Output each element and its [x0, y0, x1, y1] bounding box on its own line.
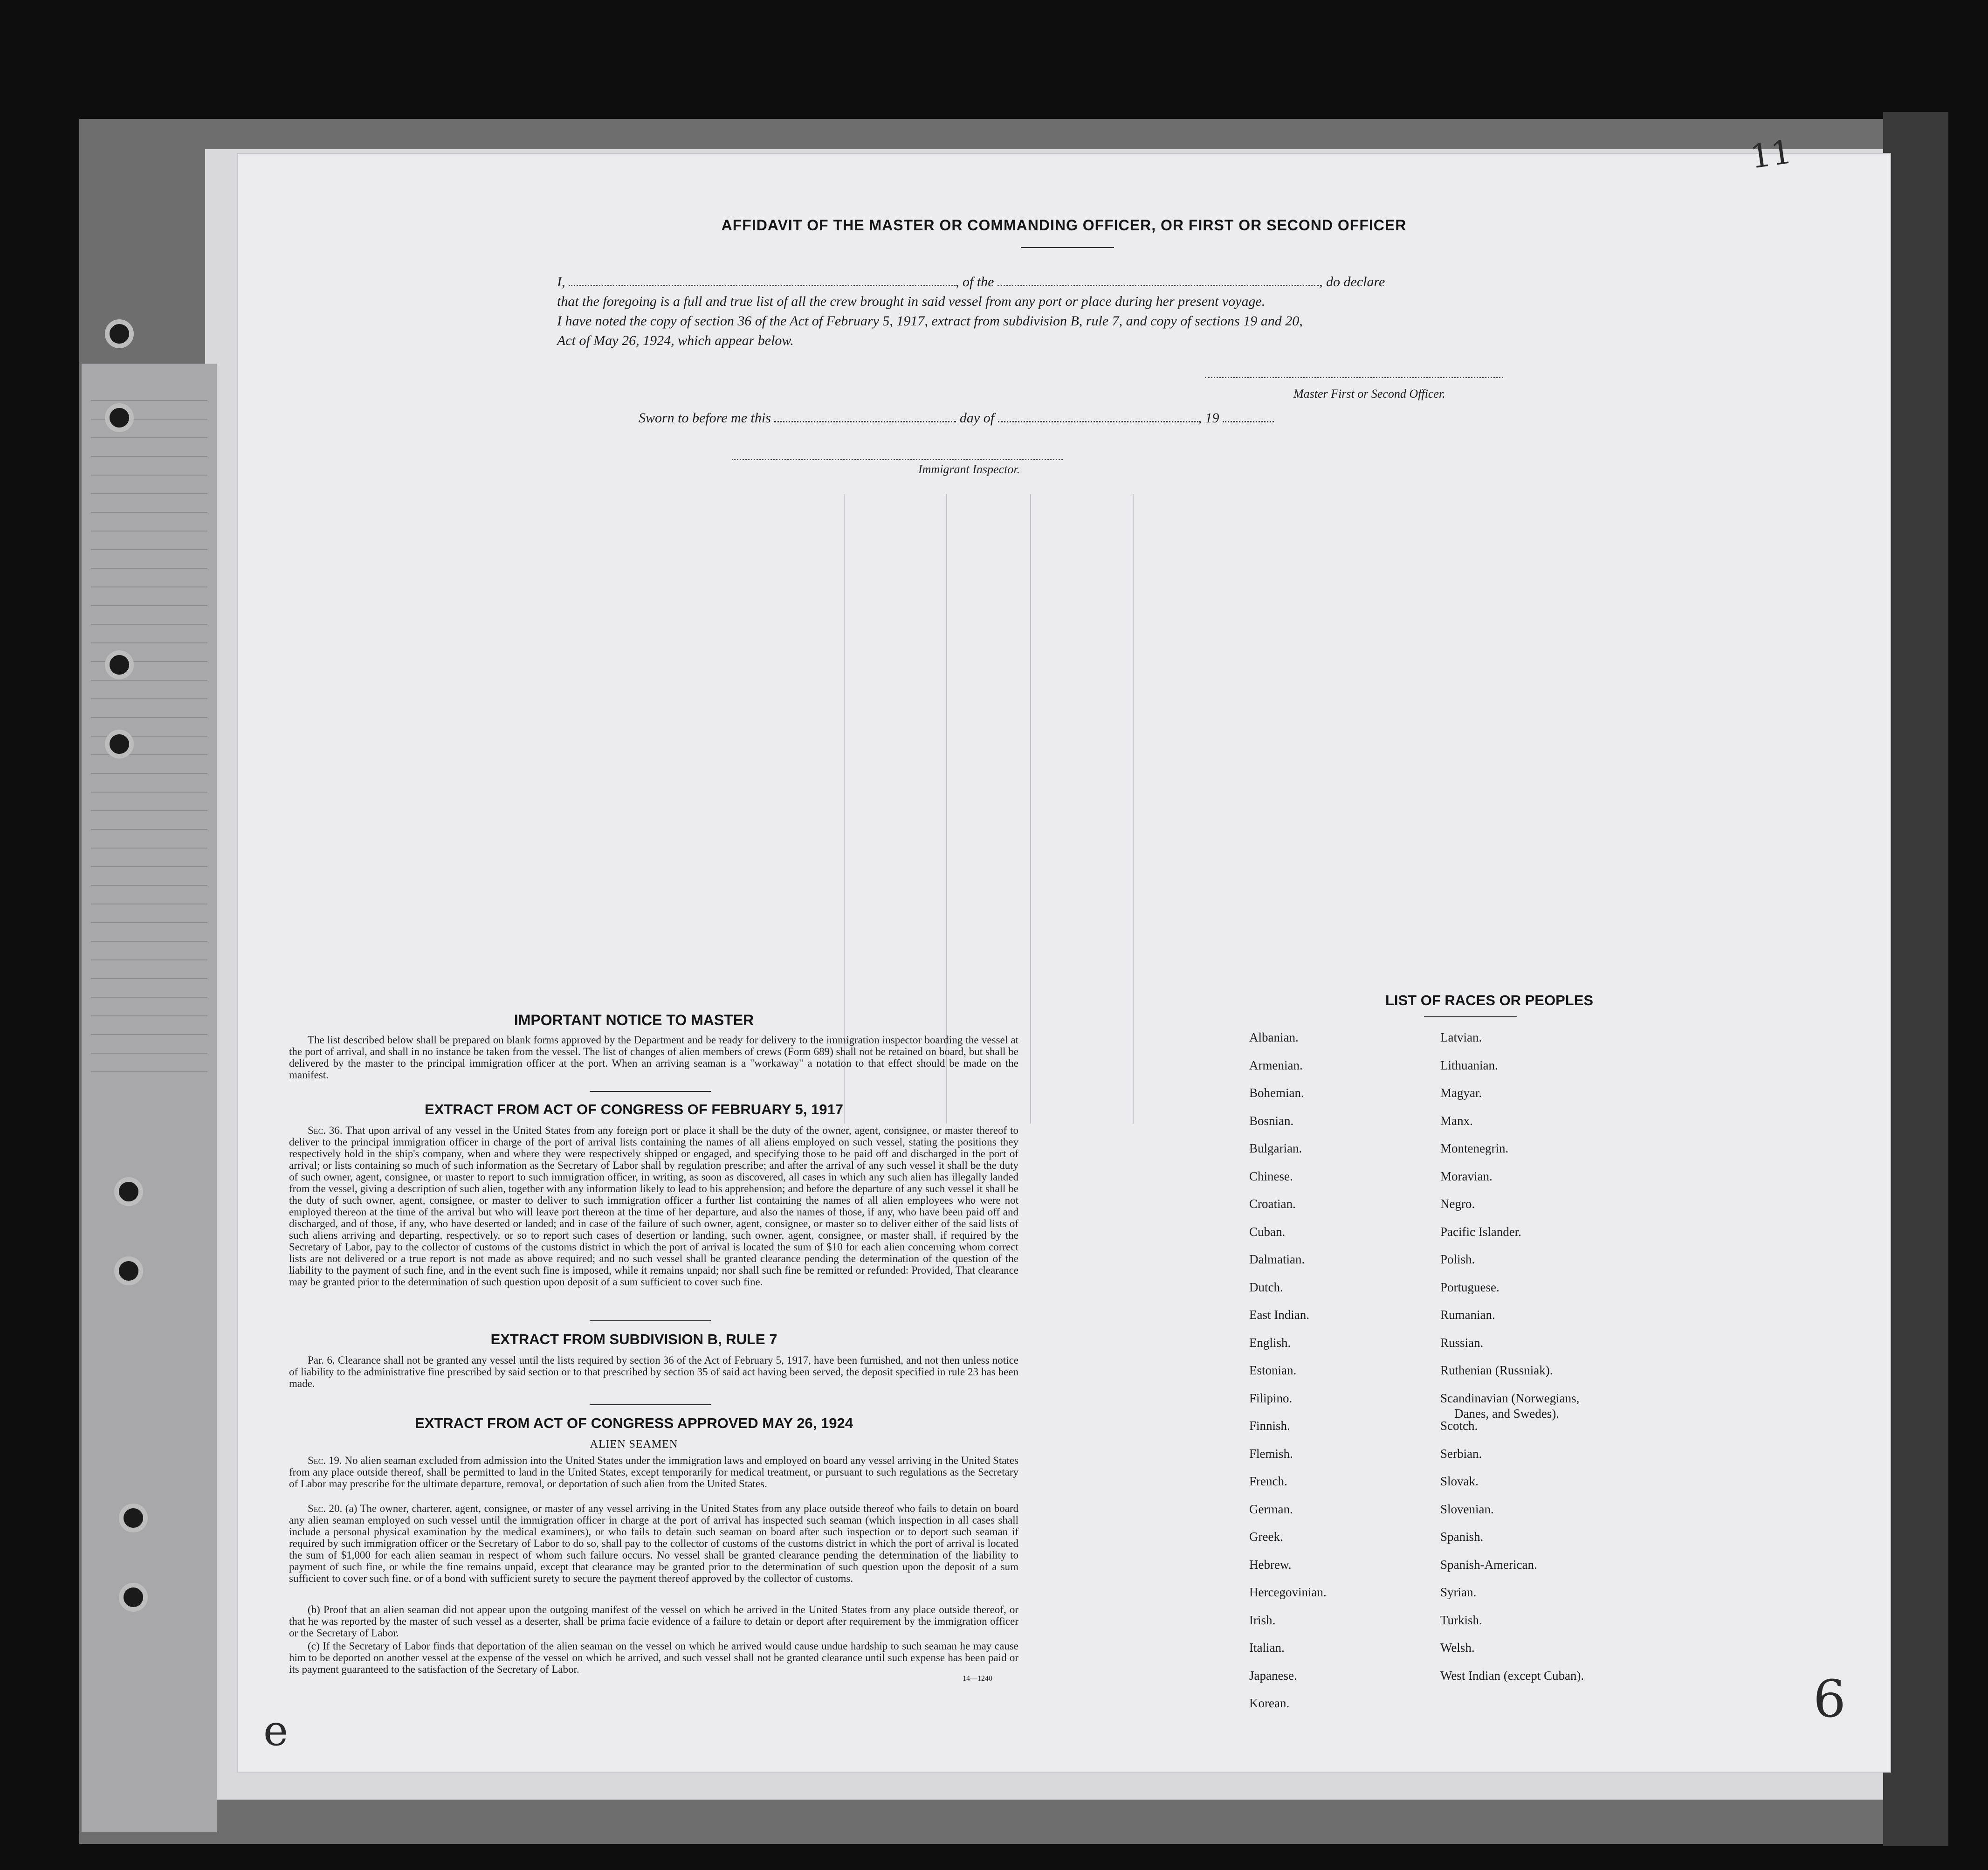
race-item: Dalmatian. — [1249, 1252, 1305, 1266]
race-item: Hercegovinian. — [1249, 1585, 1327, 1599]
races-divider — [1424, 1016, 1517, 1017]
race-item: Lithuanian. — [1440, 1058, 1498, 1072]
manifest-page — [238, 132, 1890, 1772]
races-title: LIST OF RACES OR PEOPLES — [1385, 992, 1594, 1008]
master-signature-label: Master First or Second Officer. — [1293, 387, 1445, 400]
binder-hole-icon — [105, 403, 134, 432]
column-rule — [844, 494, 845, 1124]
race-item: Hebrew. — [1249, 1557, 1292, 1572]
race-item: Danes, and Swedes). — [1454, 1406, 1559, 1421]
sworn-line — [639, 410, 1274, 426]
declare-label: , do declare — [1319, 274, 1385, 290]
extract-1924-title: EXTRACT FROM ACT OF CONGRESS APPROVED MAY 26, 1924 — [415, 1415, 853, 1431]
race-item: Greek. — [1249, 1530, 1283, 1544]
sworn-day-field[interactable] — [774, 412, 956, 422]
race-item: Spanish. — [1440, 1530, 1484, 1544]
vessel-name-field[interactable] — [997, 276, 1319, 286]
binder-hole-icon — [105, 319, 134, 348]
race-item: Ruthenian (Russniak). — [1440, 1363, 1553, 1377]
race-item: Magyar. — [1440, 1086, 1482, 1100]
affidavit-title: AFFIDAVIT OF THE MASTER OR COMMANDING OFFICER, OR FIRST OR SECOND OFFICER — [721, 217, 1407, 234]
column-rule — [1133, 494, 1134, 1124]
inspector-label: Immigrant Inspector. — [918, 462, 1020, 476]
affidavit-line-2: that the foregoing is a full and true list of all the crew brought in said vessel from any port or place during her present voyage. — [557, 294, 1266, 309]
sec-36-text: That upon arrival of any vessel in the United States from any foreign port or place it shall be the duty of the owner, agent, consignee, or master thereof to deliver to the principal immigration officer in charge of the port of arrival lists containing the names of all aliens employed on such vessel, stating the positions they respectively hold in the ship's company, when and where they were respectively shipped or engaged, and specifying those to be paid off and discharged in the port of arrival; or lists containing so much of such information as the Secretary of Labor shall by regulation prescribe; and after the arrival of any such vessel it shall be the duty of such owner, agent, consignee, or master to report to such immigration officer, in writing, as soon as discovered, all cases in which any such alien has illegally landed from the vessel, giving a description of such alien, together with any information likely to lead to his apprehension; and before the departure of any such vessel it shall be the duty of such owner, agent, consignee, or master to deliver to such immigration officer a further list containing the names of all alien employees who were not employed thereon at the time of the arrival but who will leave port thereon at the time of her departure, and also the names of those, if any, who have been paid off and discharged, and of those, if any, who have deserted or landed; and in case of the failure of such owner, agent, consignee, or master so to deliver either of the said lists of such aliens arriving and departing, respectively, or so to report such cases of desertion or landing, such owner, agent, consignee, or master shall, if required by the Secretary of Labor, pay to the collector of customs of the customs district in which the port of arrival is located the sum of $10 for each alien concerning whom correct lists are not delivered or a true report is not made as above required; and no such vessel shall be granted clearance pending the determination of the question of the liability to the payment of such fine, and in the event such fine is imposed, while it remains unpaid; nor shall such fine be remitted or refunded: Provided, That clearance may be granted prior to the determination of such question upon deposit of a sum sufficient to cover such fine. — [289, 1125, 1018, 1288]
binder-hole-icon — [114, 1256, 143, 1285]
handwritten-right-mark: 6 — [1813, 1669, 1846, 1729]
notice-body: The list described below shall be prepared on blank forms approved by the Department and be ready for delivery to the immigration inspector boarding the vessel at the port of arrival, and shall in no instance be taken from the vessel. The list of changes of alien members of crews (Form 689) shall not be retained on board, but shall be delivered by the master to the principal immigration officer at the port. When an arriving seaman is a "workaway" a notation to that effect should be made on the manifest. — [289, 1034, 1018, 1081]
declarant-label: I, — [557, 274, 565, 290]
board-right-edge — [1883, 112, 1948, 1846]
vessel-label: , of the — [956, 274, 994, 290]
race-item: French. — [1249, 1474, 1287, 1488]
race-item: Syrian. — [1440, 1585, 1477, 1599]
race-item: Armenian. — [1249, 1058, 1303, 1072]
rule7-divider — [590, 1404, 711, 1405]
race-item: Croatian. — [1249, 1197, 1296, 1211]
sec-20a-text: (a) The owner, charterer, agent, consignee, or master of any vessel arriving in the United States from any place outside thereof who fails to detain on board any alien seaman employed on such vessel until the immigration officer in charge at the port of arrival has inspected such seaman (which inspection in all cases shall include a personal physical examination by the medical examiners), or who fails to detain such seaman on board after such inspection or to deport such seaman if required by such immigration officer or the Secretary of Labor to do so, shall pay to the collector of customs of the customs district in which the port of arrival is located the sum of $1,000 for each alien seaman in respect of whom such failure occurs. No vessel shall be granted clearance pending the determination of the liability to payment of such fine, or while the fine remains unpaid, except that clearance may be granted prior to the determination of such question upon the deposit of a sum sufficient to cover such fine, or of a bond with sufficient surety to secure the payment thereof approved by the collector of customs. — [289, 1503, 1018, 1584]
race-item: German. — [1249, 1502, 1293, 1516]
race-item: Manx. — [1440, 1113, 1473, 1128]
race-item: Spanish-American. — [1440, 1557, 1537, 1572]
affidavit-line-3: I have noted the copy of section 36 of the Act of February 5, 1917, extract from subdivision B, rule 7, and copy of sections 19 and 20, — [557, 313, 1303, 329]
notice-divider — [590, 1091, 711, 1092]
binder-hole-icon — [119, 1504, 148, 1532]
inspector-signature-field[interactable] — [732, 449, 1063, 460]
handwritten-left-mark: e — [263, 1706, 289, 1755]
race-item: Finnish. — [1249, 1419, 1290, 1433]
rule7-body: Par. 6. Clearance shall not be granted any vessel until the lists required by section 36 of the Act of February 5, 1917, have been furnished, and not then unless notice of liability to the administrative fine prescribed by said section or to that prescribed by section 35 of said act having been served, the deposit specified in rule 23 has been made. — [289, 1354, 1018, 1389]
affidavit-line-1 — [557, 274, 1385, 290]
form-number: 14—1240 — [963, 1675, 992, 1683]
extract-1917-divider — [590, 1320, 711, 1321]
race-item: Pacific Islander. — [1440, 1224, 1521, 1239]
race-item: Bulgarian. — [1249, 1141, 1302, 1155]
sworn-label: Sworn to before me this — [639, 410, 771, 426]
race-item: Polish. — [1440, 1252, 1475, 1266]
race-item: Scotch. — [1440, 1419, 1478, 1433]
sec-20a-body — [289, 1503, 1018, 1584]
race-item: Negro. — [1440, 1197, 1475, 1211]
sec-20b-body: (b) Proof that an alien seaman did not appear upon the outgoing manifest of the vessel on which he arrived in the United States from any place outside thereof, or that he was reported by the master of such vessel as a deserter, shall be prima facie evidence of a failure to detain or deport after requirement by the immigration officer or the Secretary of Labor. — [289, 1604, 1018, 1639]
declarant-name-field[interactable] — [569, 276, 956, 286]
ruled-strip — [91, 382, 207, 1082]
binder-hole-icon — [105, 650, 134, 679]
race-item: English. — [1249, 1335, 1291, 1350]
extract-1917-title: EXTRACT FROM ACT OF CONGRESS OF FEBRUARY 5, 1917 — [425, 1101, 843, 1118]
binder-hole-icon — [105, 730, 134, 759]
master-signature-field[interactable] — [1205, 367, 1503, 378]
race-item: Japanese. — [1249, 1668, 1297, 1683]
sec-36-label: Sec. 36. — [308, 1125, 343, 1136]
left-binding-strip — [82, 364, 217, 1832]
race-item: Montenegrin. — [1440, 1141, 1509, 1155]
affidavit-line-4: Act of May 26, 1924, which appear below. — [557, 333, 794, 348]
race-item: Slovak. — [1440, 1474, 1479, 1488]
race-item: Rumanian. — [1440, 1308, 1495, 1322]
race-item: Irish. — [1249, 1613, 1276, 1627]
race-item: Slovenian. — [1440, 1502, 1494, 1516]
column-rule — [1030, 494, 1031, 1124]
race-item: Moravian. — [1440, 1169, 1493, 1183]
extract-1917-body — [289, 1125, 1018, 1288]
day-of-label: day of — [959, 410, 995, 426]
race-item: Turkish. — [1440, 1613, 1482, 1627]
sec-20c-body: (c) If the Secretary of Labor finds that deportation of the alien seaman on the vessel on which he arrived would cause undue hardship to such seaman he may cause him to be deported on another vessel at the expense of the vessel on which he arrived, and such vessel shall not be granted clearance until such expense has been paid or its payment guaranteed to the satisfaction of the Secretary of Labor. — [289, 1640, 1018, 1675]
sec-19-text: No alien seaman excluded from admission into the United States under the immigration laws and employed on board any vessel arriving in the United States from any place outside thereof, shall be permitted to land in the United States, except temporarily for medical treatment, or pursuant to such regulations as the Secretary of Labor may prescribe for the ultimate departure, removal, or deportation of such alien from the United States. — [289, 1455, 1018, 1490]
race-item: Korean. — [1249, 1696, 1290, 1710]
race-item: Welsh. — [1440, 1641, 1475, 1655]
race-item: Bosnian. — [1249, 1113, 1294, 1128]
race-item: Estonian. — [1249, 1363, 1297, 1377]
sec-19-body — [289, 1455, 1018, 1490]
race-item: Portuguese. — [1440, 1280, 1500, 1294]
race-item: Dutch. — [1249, 1280, 1283, 1294]
column-rule — [946, 494, 947, 1124]
handwritten-page-mark: 11 — [1747, 132, 1795, 176]
binder-hole-icon — [119, 1583, 148, 1612]
race-item: Chinese. — [1249, 1169, 1293, 1183]
year-label: , 19 — [1198, 410, 1219, 426]
race-item: Russian. — [1440, 1335, 1484, 1350]
alien-seamen-subtitle: ALIEN SEAMEN — [590, 1438, 678, 1450]
race-item: Scandinavian (Norwegians, — [1440, 1391, 1580, 1405]
notice-title: IMPORTANT NOTICE TO MASTER — [514, 1012, 754, 1028]
affidavit-divider — [1021, 247, 1114, 248]
race-item: Italian. — [1249, 1641, 1285, 1655]
sworn-month-field[interactable] — [998, 412, 1198, 422]
binder-hole-icon — [114, 1177, 143, 1206]
rule7-title: EXTRACT FROM SUBDIVISION B, RULE 7 — [490, 1331, 777, 1347]
race-item: East Indian. — [1249, 1308, 1309, 1322]
race-item: Bohemian. — [1249, 1086, 1304, 1100]
sec-19-label: Sec. 19. — [308, 1455, 342, 1466]
sec-20-label: Sec. 20. — [308, 1503, 343, 1514]
race-item: Flemish. — [1249, 1446, 1293, 1461]
race-item: Latvian. — [1440, 1030, 1482, 1044]
race-item: Cuban. — [1249, 1224, 1286, 1239]
race-item: Albanian. — [1249, 1030, 1299, 1044]
race-item: Filipino. — [1249, 1391, 1293, 1405]
race-item: West Indian (except Cuban). — [1440, 1668, 1584, 1683]
sworn-year-field[interactable] — [1223, 412, 1274, 422]
race-item: Serbian. — [1440, 1446, 1482, 1461]
